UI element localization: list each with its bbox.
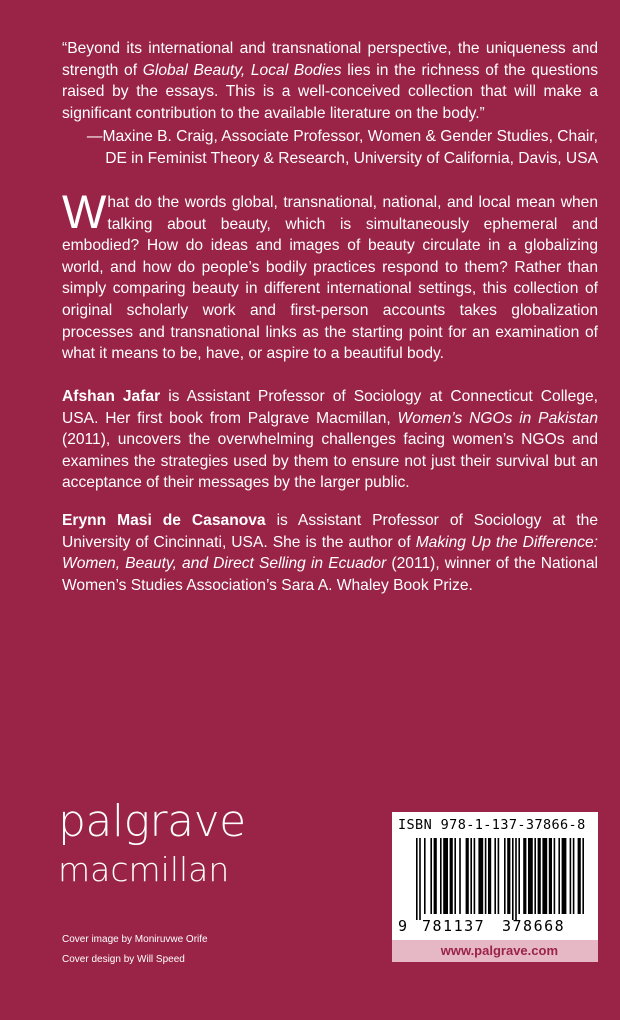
barcode-bar xyxy=(562,838,567,914)
barcode-bar xyxy=(528,838,533,914)
barcode-bar xyxy=(570,838,572,914)
barcode-bar xyxy=(558,838,560,914)
quote-line-2-suffix: lies in the richness of the questions raised by the essays. This is a well-conceived collection that will make a significant contribution to the available literature on the body.” xyxy=(62,61,598,122)
barcode-bar xyxy=(440,838,442,914)
barcode-bar xyxy=(494,838,496,914)
barcode-bar xyxy=(454,838,456,914)
barcode-bar xyxy=(478,838,483,914)
barcode-bar xyxy=(434,838,437,914)
barcode-bar xyxy=(538,838,541,914)
barcode-digits-left: 781137 xyxy=(422,917,486,935)
barcode-bar xyxy=(430,838,432,914)
bio-jafar-book: Women’s NGOs in Pakistan xyxy=(397,409,598,427)
barcode-bar xyxy=(518,838,520,914)
bio-jafar-text-1: is Assistant Professor of Sociology at Connecticut College, USA. Her first book from Palgrave Macmillan, xyxy=(62,388,598,427)
barcode-bar xyxy=(470,838,472,914)
barcode-bar xyxy=(534,838,536,914)
book-description xyxy=(62,185,598,365)
barcode-bar xyxy=(416,838,418,920)
barcode-bar xyxy=(523,838,526,914)
drop-cap: W xyxy=(62,185,107,238)
barcode-bar xyxy=(515,838,517,920)
bio-jafar-text-2: (2011), uncovers the overwhelming challenges facing women’s NGOs and examines the strategies used by them to ensure not just their survival but an acceptance of their messages by the larger public. xyxy=(62,431,598,492)
attribution-line-2: DE in Feminist Theory & Research, University of California, Davis, USA xyxy=(105,149,598,167)
publisher-website-band xyxy=(392,940,598,962)
bio-casanova-text-2: (2011), winner of the National Women’s Studies Association’s Sara A. Whaley Book Prize. xyxy=(62,555,598,594)
quote-line-2-prefix: strength of xyxy=(62,61,143,79)
barcode-bar xyxy=(512,838,514,920)
logo-macmillan: macmillan xyxy=(58,850,230,889)
endorsement-quote xyxy=(62,38,598,124)
bio-casanova-book: Making Up the Difference: Women, Beauty, and Direct Selling in Ecuador xyxy=(62,533,599,573)
barcode-bar xyxy=(573,838,575,914)
barcode-digits-right: 378668 xyxy=(502,917,566,935)
barcode-bar xyxy=(459,838,461,914)
barcode-digit-first: 9 xyxy=(398,917,408,935)
barcode-bar xyxy=(504,838,506,914)
author-name-jafar: Afshan Jafar xyxy=(62,388,161,405)
quote-line-1: “Beyond its international and transnational perspective, the uniqueness and xyxy=(62,40,598,57)
cover-image-credit: Cover image by Moniruvwe Orife xyxy=(62,934,208,945)
quote-attribution xyxy=(62,126,598,169)
barcode-bar xyxy=(474,838,476,914)
barcode-bar xyxy=(450,838,453,914)
barcode-bar xyxy=(507,838,510,914)
publisher-logo xyxy=(58,796,246,889)
barcode-bar xyxy=(443,838,448,914)
barcode-bar xyxy=(554,838,556,914)
isbn-label: ISBN 978-1-137-37866-8 xyxy=(398,817,586,833)
barcode-bar xyxy=(485,838,487,914)
barcode-bar xyxy=(498,838,500,914)
cover-credits xyxy=(62,930,208,970)
barcode-bar xyxy=(466,838,469,914)
author-name-casanova: Erynn Masi de Casanova xyxy=(62,512,266,529)
barcode-bar xyxy=(488,838,491,914)
barcode-bar xyxy=(419,838,421,920)
isbn-barcode xyxy=(392,812,598,940)
barcode-bar xyxy=(549,838,552,914)
barcode-bar xyxy=(424,838,426,914)
author-bio-casanova xyxy=(62,510,598,596)
description-text: hat do the words global, transnational, national, and local mean when talking about beauty, which is simultaneously ephemeral and embodied? How do ideas and images of beauty circulate in a globalizing world, and how do people’s bodily practices respond to them? Rather than simply comparing beauty in different international settings, this collection of original scholarly work and first-person accounts takes globalization processes and transnational links as the starting point for an examination of what it means to be, have, or aspire to a beautiful body. xyxy=(62,194,598,363)
barcode-graphic xyxy=(392,812,598,940)
author-bio-jafar xyxy=(62,386,598,494)
attribution-line-1: —Maxine B. Craig, Associate Professor, Women & Gender Studies, Chair, xyxy=(86,128,598,145)
cover-design-credit: Cover design by Will Speed xyxy=(62,954,185,965)
logo-palgrave: palgrave xyxy=(58,796,246,847)
barcode-bar xyxy=(542,838,547,914)
quote-book-title: Global Beauty, Local Bodies xyxy=(142,61,342,79)
bio-casanova-text-1: is Assistant Professor of Sociology at the University of Cincinnati, USA. She is the author of xyxy=(62,512,598,551)
publisher-website: www.palgrave.com xyxy=(440,943,558,958)
barcode-bar xyxy=(582,838,584,914)
barcode-bar xyxy=(578,838,581,914)
